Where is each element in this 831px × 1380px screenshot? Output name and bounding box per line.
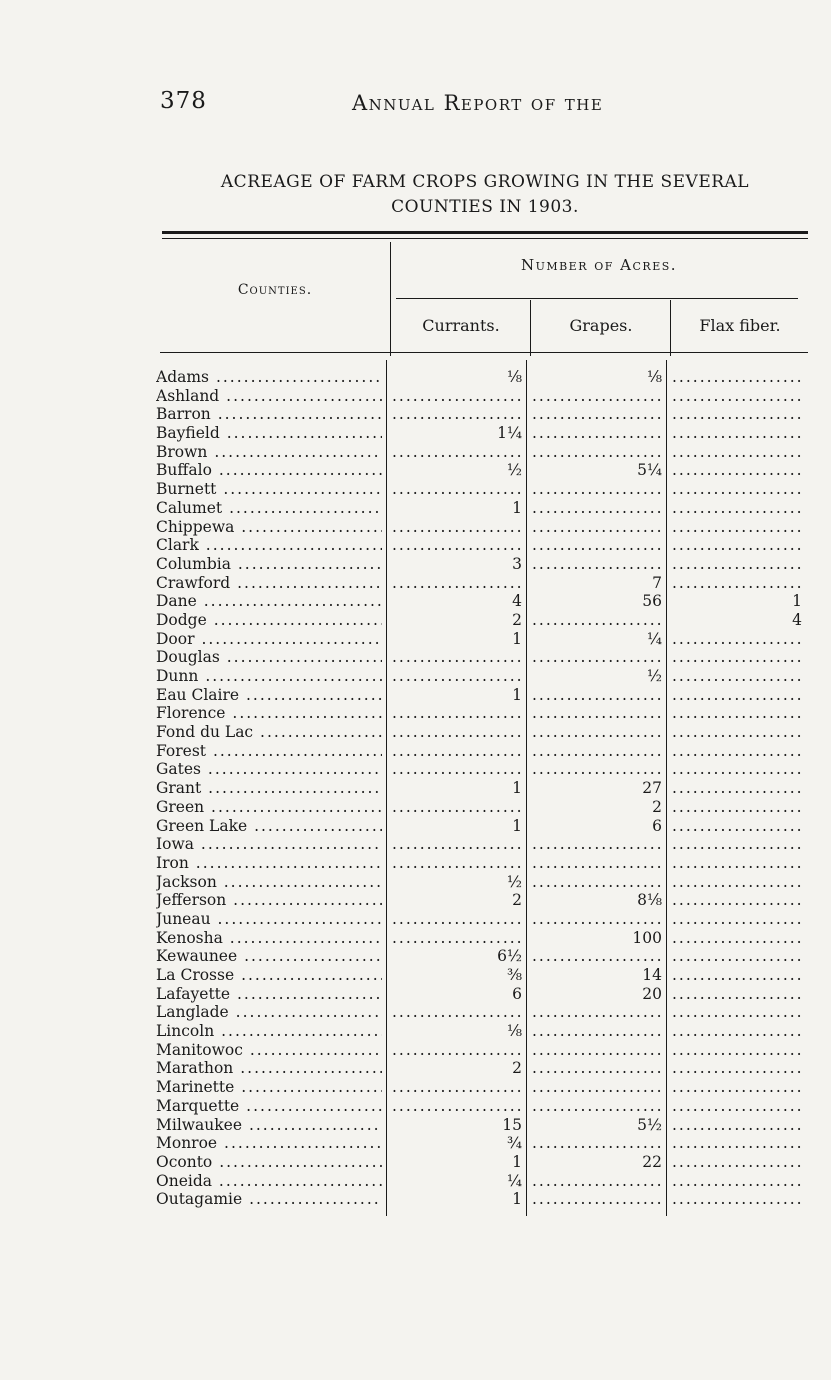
flax-fiber-value (672, 648, 802, 667)
county-name: Langlade ..... (156, 1003, 382, 1022)
county-name: Columbia ..... (156, 555, 382, 574)
grapes-value (532, 611, 662, 630)
currants-value (392, 443, 522, 462)
county-name: Gates ..... (156, 760, 382, 779)
table-row (0, 854, 831, 873)
county-name: Marathon ..... (156, 1059, 382, 1078)
table-row (0, 760, 831, 779)
county-name: Eau Claire ..... (156, 686, 382, 705)
table-row (0, 611, 831, 630)
flax-fiber-value (672, 480, 802, 499)
table-row (0, 630, 831, 649)
currants-value: 1 (512, 779, 522, 798)
currants-value: 6½ (497, 947, 522, 966)
flax-fiber-value (672, 891, 802, 910)
flax-fiber-value: 1 (792, 592, 802, 611)
grapes-value (532, 555, 662, 574)
county-name: Marinette ..... (156, 1078, 382, 1097)
flax-fiber-value (672, 368, 802, 387)
flax-fiber-value (672, 630, 802, 649)
flax-fiber-value (672, 387, 802, 406)
table-row (0, 424, 831, 443)
flax-fiber-value (672, 1153, 802, 1172)
county-name: Florence ..... (156, 704, 382, 723)
grapes-value: 14 (642, 966, 662, 984)
currants-value: 1 (512, 1152, 522, 1171)
grapes-value (532, 1078, 662, 1097)
grapes-value (532, 686, 662, 705)
flax-fiber-column-header: Flax fiber. (699, 316, 781, 335)
flax-fiber-value (672, 985, 802, 1004)
grapes-value (532, 1022, 662, 1041)
table-top-rule-thin (162, 238, 808, 239)
currants-value: ⅛ (506, 1022, 522, 1041)
flax-fiber-value (672, 947, 802, 966)
currants-value: ½ (506, 872, 522, 891)
flax-fiber-value (672, 1172, 802, 1191)
flax-fiber-value (672, 817, 802, 836)
currants-value: 1 (512, 685, 522, 704)
table-row (0, 1022, 831, 1041)
table-row (0, 480, 831, 499)
flax-fiber-value (672, 1190, 802, 1209)
flax-fiber-value (672, 667, 802, 686)
currants-value: 2 (512, 610, 522, 629)
flax-fiber-value (672, 499, 802, 518)
grapes-value: 6 (652, 816, 662, 835)
table-row (0, 723, 831, 742)
grapes-value (532, 443, 662, 462)
currants-value (392, 704, 522, 723)
county-name: Milwaukee ..... (156, 1116, 382, 1135)
table-row (0, 1003, 831, 1022)
county-name: Douglas ..... (156, 648, 382, 667)
currants-value (392, 1041, 522, 1060)
table-row (0, 873, 831, 892)
flax-fiber-value (672, 1003, 802, 1022)
currants-value (392, 723, 522, 742)
county-name: Bayfield ..... (156, 424, 382, 443)
currants-value (392, 835, 522, 854)
county-name: Iron ..... (156, 854, 382, 873)
county-name: Barron ..... (156, 405, 382, 424)
flax-fiber-value (672, 536, 802, 555)
table-row (0, 592, 831, 611)
table-row (0, 1059, 831, 1078)
grapes-value (532, 854, 662, 873)
header-divider (530, 300, 531, 356)
county-name: Manitowoc ..... (156, 1041, 382, 1060)
currants-value: 4 (512, 592, 522, 611)
table-top-rule (162, 231, 808, 234)
grapes-value (532, 405, 662, 424)
grapes-value (532, 536, 662, 555)
table-row (0, 667, 831, 686)
grapes-value (532, 518, 662, 537)
flax-fiber-value (672, 555, 802, 574)
table-row (0, 779, 831, 798)
county-name: Brown ..... (156, 443, 382, 462)
table-row (0, 1190, 831, 1209)
table-row (0, 704, 831, 723)
grapes-value (532, 947, 662, 966)
grapes-value: 20 (642, 984, 662, 1003)
flax-fiber-value (672, 574, 802, 593)
grapes-value (532, 704, 662, 723)
grapes-value (532, 760, 662, 779)
flax-fiber-value (672, 873, 802, 892)
table-row (0, 518, 831, 537)
currants-value (392, 480, 522, 499)
county-name: Crawford ..... (156, 574, 382, 593)
flax-fiber-value (672, 760, 802, 779)
county-name: Jefferson ..... (156, 891, 382, 910)
currants-value (392, 1078, 522, 1097)
table-row (0, 966, 831, 985)
currants-value (392, 1003, 522, 1022)
flax-fiber-value (672, 1134, 802, 1153)
table-row (0, 891, 831, 910)
flax-fiber-value (672, 424, 802, 443)
grapes-value: 8⅛ (637, 891, 662, 910)
table-row (0, 368, 831, 387)
grapes-value: ⅛ (646, 368, 662, 386)
county-name: Outagamie ..... (156, 1190, 382, 1209)
currants-value: 6 (512, 984, 522, 1003)
grapes-value: 100 (632, 928, 662, 947)
grapes-value (532, 387, 662, 406)
currants-value: 1 (512, 498, 522, 517)
header-divider (670, 300, 671, 356)
grapes-value (532, 1059, 662, 1078)
table-row (0, 1078, 831, 1097)
page-number: 378 (160, 88, 207, 114)
currants-value (392, 536, 522, 555)
county-name: Lafayette ..... (156, 985, 382, 1004)
flax-fiber-value (672, 1116, 802, 1135)
table-row (0, 1097, 831, 1116)
county-name: Fond du Lac ..... (156, 723, 382, 742)
county-name: Calumet ..... (156, 499, 382, 518)
county-name: Chippewa ..... (156, 518, 382, 537)
table-title: ACREAGE OF FARM CROPS GROWING IN THE SEVERAL COUNTIES IN 1903. (220, 172, 750, 217)
currants-value (392, 1097, 522, 1116)
grapes-value: ¼ (646, 629, 662, 648)
flax-fiber-value (672, 686, 802, 705)
currants-value (392, 798, 522, 817)
grapes-value (532, 1041, 662, 1060)
grapes-value: 2 (652, 797, 662, 816)
table-row (0, 947, 831, 966)
table-row (0, 817, 831, 836)
table-row (0, 742, 831, 761)
grapes-value (532, 742, 662, 761)
currants-value (392, 518, 522, 537)
county-name: Juneau ..... (156, 910, 382, 929)
county-name: Ashland ..... (156, 387, 382, 406)
grapes-value (532, 873, 662, 892)
table-header (0, 240, 831, 358)
table-row (0, 1172, 831, 1191)
table-row (0, 574, 831, 593)
table-row (0, 686, 831, 705)
currants-value (392, 742, 522, 761)
county-name: Dodge ..... (156, 611, 382, 630)
currants-value: ⅛ (506, 368, 522, 386)
grapes-value (532, 424, 662, 443)
county-name: Buffalo ..... (156, 461, 382, 480)
county-name: Lincoln ..... (156, 1022, 382, 1041)
header-bottom-rule (160, 352, 808, 353)
flax-fiber-value (672, 854, 802, 873)
table-row (0, 1116, 831, 1135)
grapes-value (532, 648, 662, 667)
county-name: Kewaunee ..... (156, 947, 382, 966)
currants-value: ¾ (506, 1134, 522, 1153)
currants-value (392, 854, 522, 873)
grapes-value (532, 1172, 662, 1191)
county-name: Green ..... (156, 798, 382, 817)
currants-value: 2 (512, 1059, 522, 1078)
grapes-value: 5½ (637, 1115, 662, 1134)
flax-fiber-value (672, 1041, 802, 1060)
currants-value: 15 (502, 1115, 522, 1134)
county-name: Monroe ..... (156, 1134, 382, 1153)
grapes-value (532, 1097, 662, 1116)
table-row (0, 499, 831, 518)
currants-column-header: Currants. (422, 316, 500, 335)
table-row (0, 461, 831, 480)
flax-fiber-value (672, 798, 802, 817)
county-name: Door ..... (156, 630, 382, 649)
grapes-value (532, 835, 662, 854)
grapes-value (532, 723, 662, 742)
county-name: Marquette ..... (156, 1097, 382, 1116)
flax-fiber-value (672, 779, 802, 798)
county-name: Iowa ..... (156, 835, 382, 854)
currants-value (392, 387, 522, 406)
currants-value (392, 910, 522, 929)
currants-value (392, 405, 522, 424)
county-name: Oconto ..... (156, 1153, 382, 1172)
county-name: Forest ..... (156, 742, 382, 761)
counties-column-header: Counties. (237, 282, 313, 298)
grapes-column-header: Grapes. (569, 316, 633, 335)
grapes-value: 27 (642, 779, 662, 798)
table-row (0, 387, 831, 406)
currants-value (392, 574, 522, 593)
county-name: Oneida ..... (156, 1172, 382, 1191)
grapes-value (532, 910, 662, 929)
table-body (0, 368, 831, 1209)
grapes-value (532, 1003, 662, 1022)
county-name: Green Lake ..... (156, 817, 382, 836)
flax-fiber-value (672, 723, 802, 742)
flax-fiber-value (672, 443, 802, 462)
flax-fiber-value (672, 518, 802, 537)
grapes-value: ½ (646, 667, 662, 685)
currants-value (392, 929, 522, 948)
flax-fiber-value (672, 1022, 802, 1041)
flax-fiber-value (672, 704, 802, 723)
table-row (0, 910, 831, 929)
currants-value: 1 (512, 1190, 522, 1209)
grapes-value (532, 480, 662, 499)
county-name: Burnett ..... (156, 480, 382, 499)
county-name: Jackson ..... (156, 873, 382, 892)
flax-fiber-value (672, 835, 802, 854)
grapes-value: 7 (652, 573, 662, 592)
currants-value (392, 648, 522, 667)
currants-value: ¼ (506, 1171, 522, 1190)
flax-fiber-value (672, 966, 802, 985)
flax-fiber-value (672, 1097, 802, 1116)
grapes-value (532, 499, 662, 518)
grapes-value: 56 (642, 592, 662, 611)
table-row (0, 929, 831, 948)
table-row (0, 648, 831, 667)
running-head: Annual Report of the (352, 91, 604, 115)
currants-value (392, 760, 522, 779)
flax-fiber-value (672, 742, 802, 761)
flax-fiber-value (672, 405, 802, 424)
table-row (0, 555, 831, 574)
table-row (0, 443, 831, 462)
table-row (0, 835, 831, 854)
grapes-value: 5¼ (637, 461, 662, 480)
currants-value: ½ (506, 461, 522, 480)
currants-value: 3 (512, 554, 522, 573)
currants-value: 1¼ (497, 424, 522, 443)
flax-fiber-value (672, 929, 802, 948)
flax-fiber-value (672, 910, 802, 929)
acres-group-header: Number of Acres. (520, 256, 678, 274)
grapes-value (532, 1134, 662, 1153)
county-name: Dane ..... (156, 592, 382, 611)
county-name: Kenosha ..... (156, 929, 382, 948)
group-underline (396, 298, 798, 299)
flax-fiber-value (672, 1078, 802, 1097)
table-row (0, 1134, 831, 1153)
county-name: Dunn ..... (156, 667, 382, 686)
table-row (0, 405, 831, 424)
table-row (0, 985, 831, 1004)
table-row (0, 798, 831, 817)
county-name: Grant ..... (156, 779, 382, 798)
table-row (0, 1041, 831, 1060)
county-name: Adams ..... (156, 368, 382, 387)
flax-fiber-value (672, 1059, 802, 1078)
table-row (0, 536, 831, 555)
page-header (0, 88, 831, 128)
currants-value: 2 (512, 891, 522, 910)
county-name: Clark ..... (156, 536, 382, 555)
flax-fiber-value: 4 (792, 610, 802, 629)
currants-value (392, 667, 522, 686)
currants-value: 1 (512, 629, 522, 648)
currants-value: ⅜ (506, 966, 522, 984)
grapes-value: 22 (642, 1152, 662, 1171)
county-name: La Crosse ..... (156, 966, 382, 985)
table-row (0, 1153, 831, 1172)
grapes-value (532, 1190, 662, 1209)
flax-fiber-value (672, 461, 802, 480)
currants-value: 1 (512, 816, 522, 835)
